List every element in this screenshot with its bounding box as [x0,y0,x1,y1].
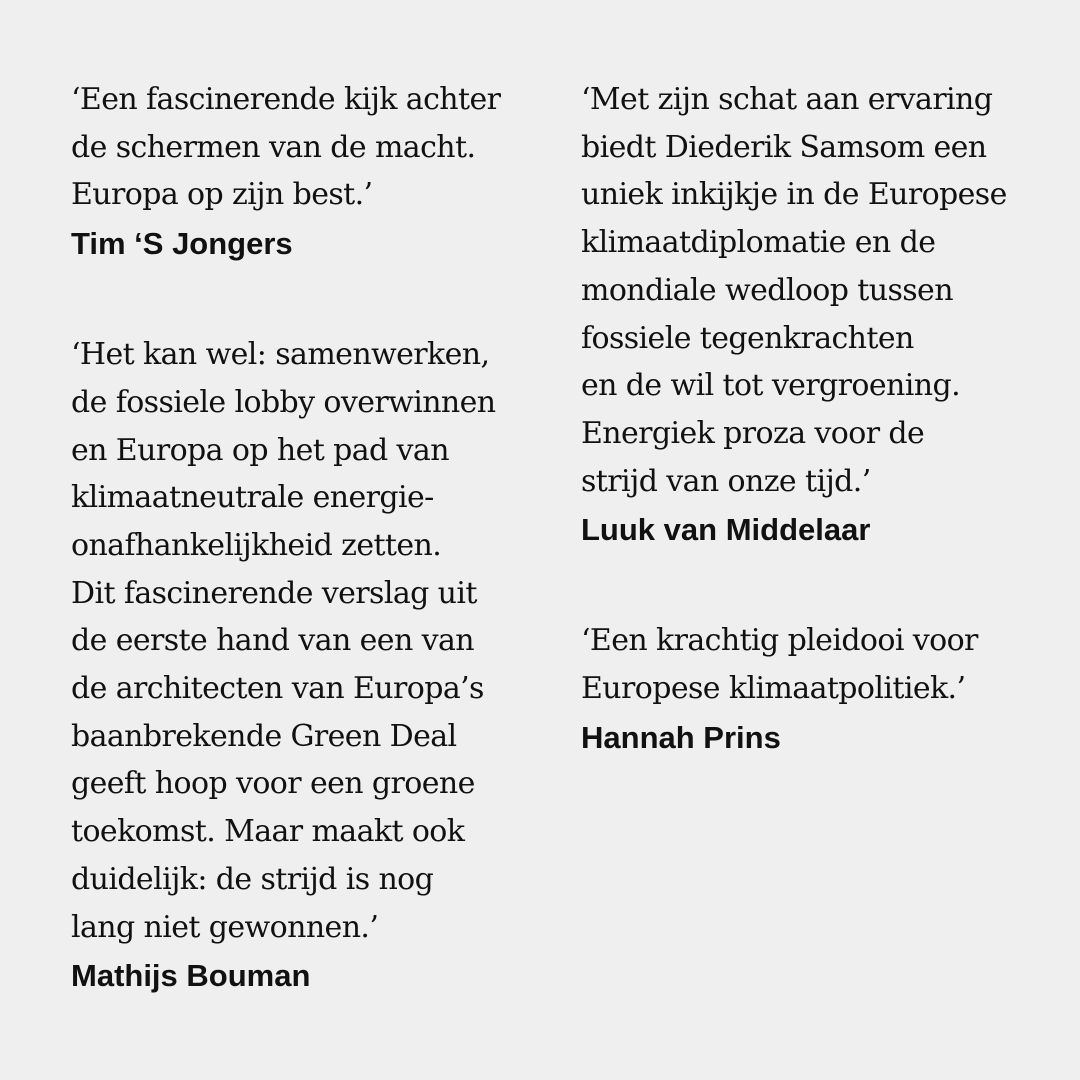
quote-line: duidelijk: de strijd is nog [71,861,434,897]
spacer [71,269,551,331]
quote-luuk-van-middelaar [581,76,1061,555]
quote-line: ‘Het kan wel: samenwerken, [71,337,490,373]
quote-line: de schermen van de macht. [71,129,476,165]
quote-line: mondiale wedloop tussen [581,272,953,308]
quote-line: toekomst. Maar maakt ook [71,814,465,850]
quote-line: biedt Diederik Samsom een [581,129,987,165]
quote-line: Europese klimaatpolitiek.’ [581,671,966,707]
quote-line: fossiele tegenkrachten [581,320,914,356]
quote-text [71,331,551,951]
quote-line: en de wil tot vergroening. [581,368,960,404]
quote-line: ‘Een krachtig pleidooi voor [581,623,978,659]
quote-line: de architecten van Europa’s [71,671,484,707]
quote-text [71,76,551,219]
quote-line: uniek inkijkje in de Europese [581,177,1007,213]
quote-text [581,76,1061,505]
quote-author: Mathijs Bouman [71,958,311,994]
left-column [71,76,551,1001]
quote-line: baanbrekende Green Deal [71,718,457,754]
quote-line: klimaatdiplomatie en de [581,225,936,261]
quote-line: Dit fascinerende verslag uit [71,575,477,611]
quote-author: Hannah Prins [581,719,781,755]
quote-line: onafhankelijkheid zetten. [71,527,442,563]
quote-line: Energiek proza voor de [581,415,925,451]
quote-mathijs-bouman [71,331,551,1001]
quote-line: de fossiele lobby overwinnen [71,384,496,420]
quote-author: Tim ‘S Jongers [71,226,293,262]
right-column [581,76,1061,763]
quote-line: en Europa op het pad van [71,432,449,468]
quote-text [581,617,1061,712]
quote-line: geeft hoop voor een groene [71,766,475,802]
quote-line: lang niet gewonnen.’ [71,909,379,945]
quote-author: Luuk van Middelaar [581,512,871,548]
quote-line: Europa op zijn best.’ [71,177,373,213]
quote-line: ‘Een fascinerende kijk achter [71,82,501,117]
spacer [581,555,1061,617]
quote-line: strijd van onze tijd.’ [581,463,871,499]
quote-line: klimaatneutrale energie- [71,480,434,516]
quote-tim-s-jongers [71,76,551,269]
quote-line: ‘Met zijn schat aan ervaring [581,82,993,117]
quote-hannah-prins [581,617,1061,762]
quote-line: de eerste hand van een van [71,623,474,659]
